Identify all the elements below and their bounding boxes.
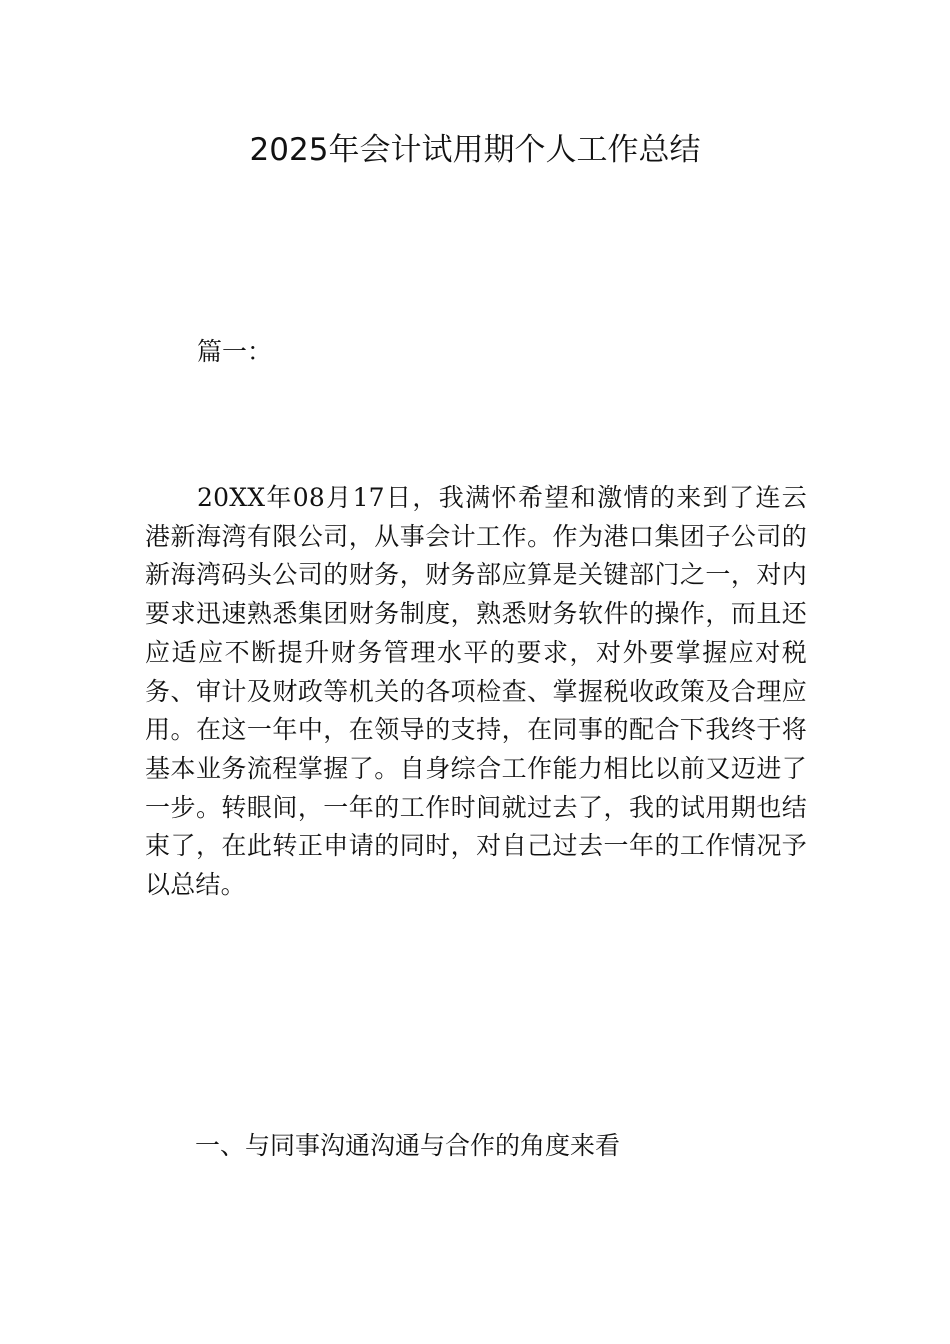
section-label: 篇一：	[197, 337, 273, 366]
section-heading: 一、与同事沟通沟通与合作的角度来看	[195, 1131, 621, 1160]
document-title: 2025年会计试用期个人工作总结	[249, 132, 701, 168]
body-paragraph: 20XX年08月17日，我满怀希望和激情的来到了连云港新海湾有限公司，从事会计工作。作为港口集团子公司的新海湾码头公司的财务，财务部应算是关键部门之一，对内要求迅速熟悉集团财务制度，熟悉财务软件的操作，而且还应适应不断提升财务管理水平的要求，对外要掌握应对税务、审计及财政等机关的各项检查、掌握税收政策及合理应用。在这一年中，在领导的支持，在同事的配合下我终于将基本业务流程掌握了。自身综合工作能力相比以前又迈进了一步。转眼间，一年的工作时间就过去了，我的试用期也结束了，在此转正申请的同时，对自己过去一年的工作情况予以总结。	[145, 483, 807, 900]
